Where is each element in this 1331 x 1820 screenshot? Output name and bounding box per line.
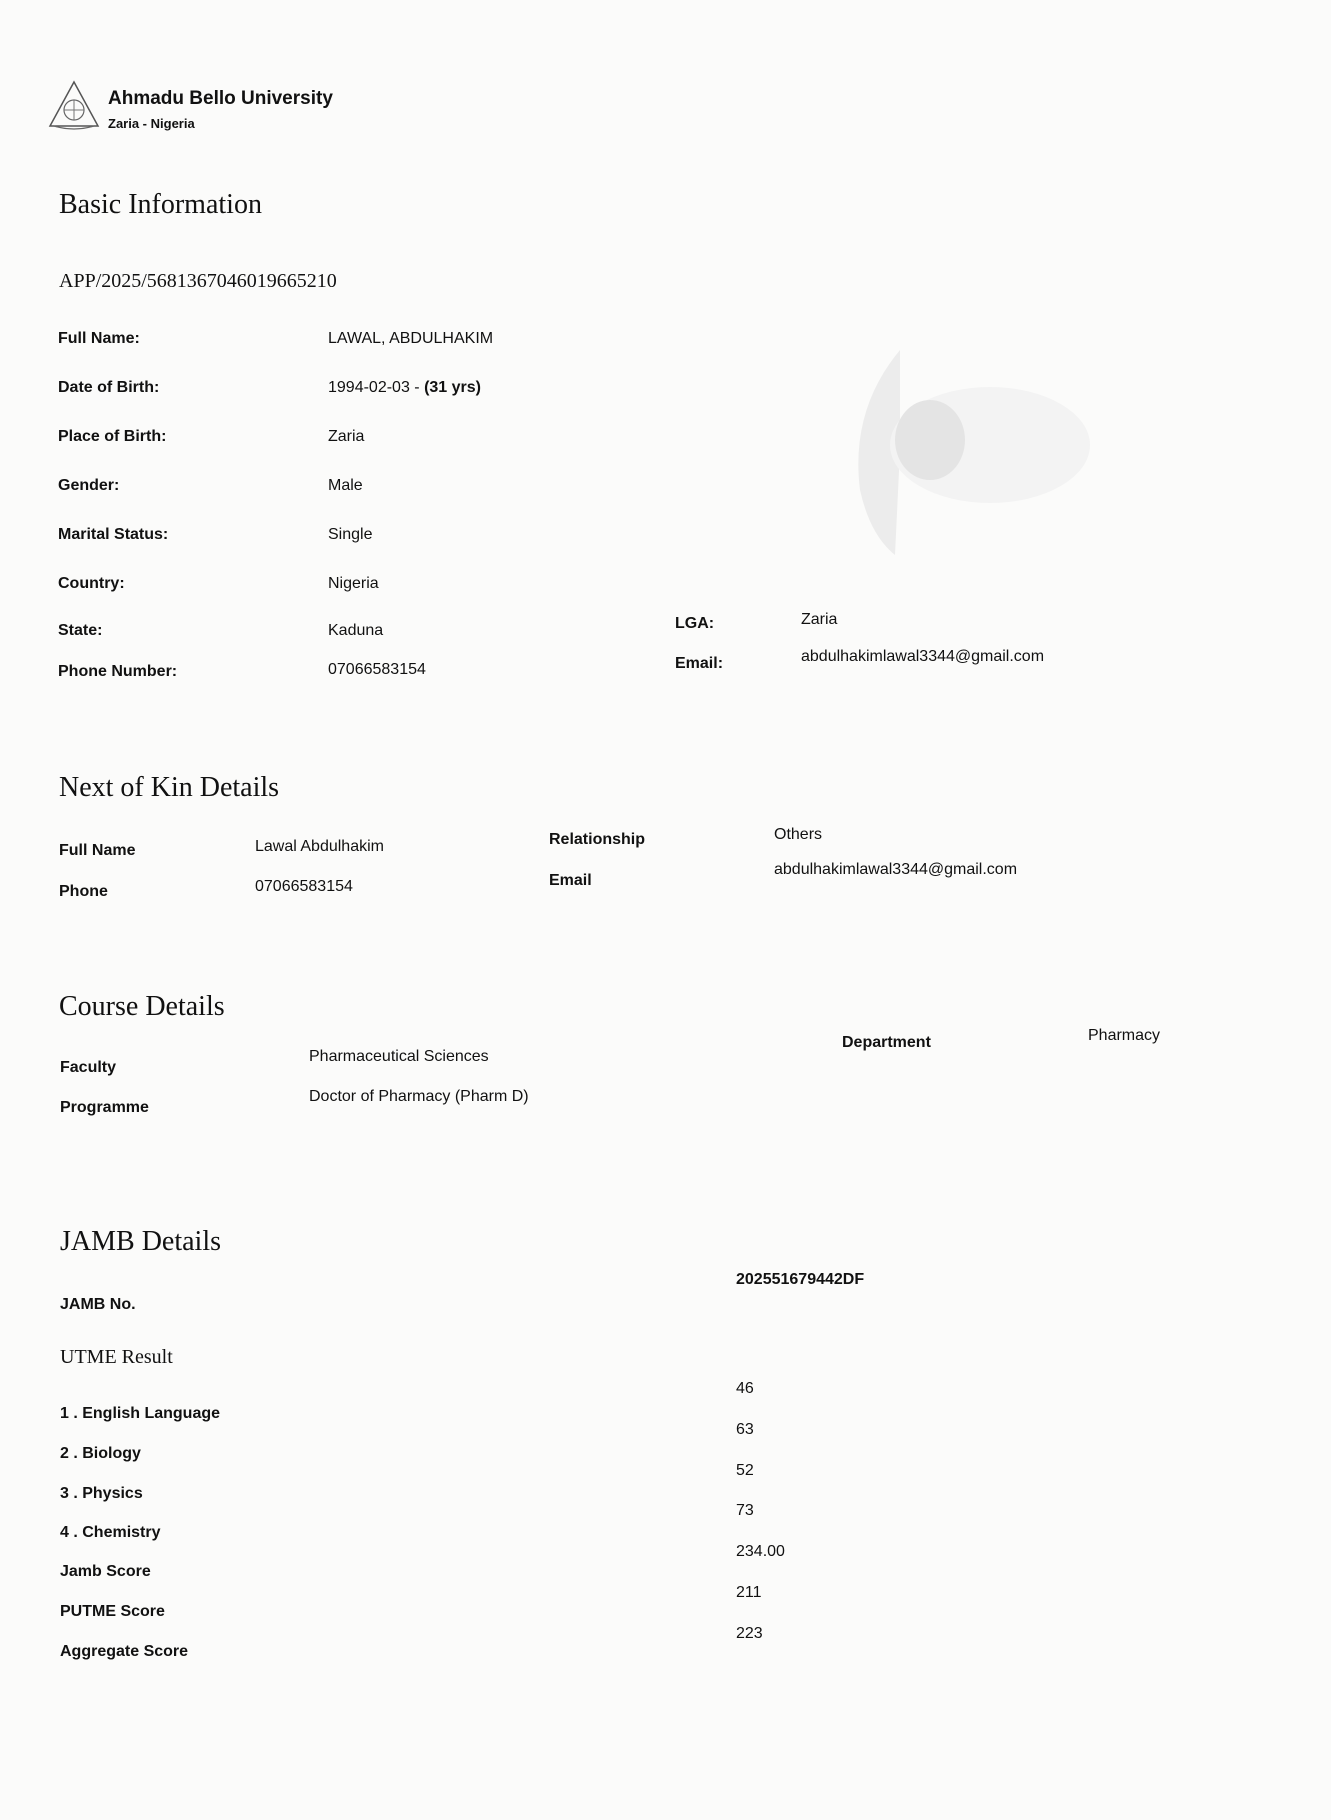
jamb-no-label: JAMB No. bbox=[60, 1296, 136, 1313]
country-label: Country: bbox=[58, 575, 125, 592]
phone-number-label: Phone Number: bbox=[58, 663, 178, 680]
subject-2-score: 63 bbox=[736, 1421, 754, 1438]
jamb-score-label: Jamb Score bbox=[60, 1563, 151, 1580]
university-crest-icon bbox=[48, 80, 100, 132]
programme-label: Programme bbox=[60, 1099, 149, 1116]
pob-label: Place of Birth: bbox=[58, 428, 167, 445]
faculty-label: Faculty bbox=[60, 1059, 117, 1076]
email-value: abdulhakimlawal3344@gmail.com bbox=[801, 648, 1045, 665]
age-value: (31 yrs) bbox=[424, 379, 481, 396]
phone-number-value: 07066583154 bbox=[328, 661, 426, 678]
marital-status-label: Marital Status: bbox=[58, 526, 169, 543]
subject-3-score: 52 bbox=[736, 1462, 754, 1479]
subject-1-label: 1 . English Language bbox=[60, 1405, 221, 1422]
passport-photo bbox=[840, 350, 1100, 560]
aggregate-score-value: 223 bbox=[736, 1625, 763, 1642]
course-details-heading: Course Details bbox=[59, 991, 225, 1022]
jamb-no-value: 202551679442DF bbox=[736, 1271, 865, 1288]
university-location: Zaria - Nigeria bbox=[108, 116, 195, 131]
application-number: APP/2025/568136704601966521​0 bbox=[59, 270, 337, 292]
kin-phone-label: Phone bbox=[59, 883, 108, 900]
subject-4-label: 4 . Chemistry bbox=[60, 1524, 161, 1541]
putme-score-value: 211 bbox=[736, 1584, 762, 1601]
kin-full-name-label: Full Name bbox=[59, 842, 136, 859]
email-label: Email: bbox=[675, 655, 724, 672]
state-value: Kaduna bbox=[328, 622, 384, 639]
lga-value: Zaria bbox=[801, 611, 838, 628]
kin-phone-value: 07066583154 bbox=[255, 878, 353, 895]
jamb-details-heading: JAMB Details bbox=[60, 1226, 221, 1257]
dob-date: 1994-02-03 - bbox=[328, 379, 425, 396]
full-name-value: LAWAL, ABDULHAKIM bbox=[328, 330, 494, 347]
kin-email-label: Email bbox=[549, 872, 592, 889]
department-value: Pharmacy bbox=[1088, 1027, 1161, 1044]
dob-label: Date of Birth: bbox=[58, 379, 160, 396]
kin-full-name-value: Lawal Abdulhakim bbox=[255, 838, 384, 855]
marital-status-value: Single bbox=[328, 526, 373, 543]
state-label: State: bbox=[58, 622, 103, 639]
utme-result-heading: UTME Result bbox=[60, 1346, 173, 1368]
next-of-kin-heading: Next of Kin Details bbox=[59, 772, 280, 803]
faculty-value: Pharmaceutical Sciences bbox=[309, 1048, 489, 1065]
aggregate-score-label: Aggregate Score bbox=[60, 1643, 189, 1660]
university-name: Ahmadu Bello University bbox=[108, 88, 333, 109]
gender-value: Male bbox=[328, 477, 363, 494]
subject-3-label: 3 . Physics bbox=[60, 1485, 143, 1502]
subject-1-score: 46 bbox=[736, 1380, 754, 1397]
full-name-label: Full Name: bbox=[58, 330, 140, 347]
jamb-score-value: 234.00 bbox=[736, 1543, 785, 1560]
subject-2-label: 2 . Biology bbox=[60, 1445, 141, 1462]
lga-label: LGA: bbox=[675, 615, 715, 632]
kin-email-value: abdulhakimlawal3344@gmail.com bbox=[774, 861, 1018, 878]
gender-label: Gender: bbox=[58, 477, 120, 494]
kin-relationship-value: Others bbox=[774, 826, 823, 843]
basic-info-heading: Basic Information bbox=[59, 189, 262, 220]
pob-value: Zaria bbox=[328, 428, 365, 445]
kin-relationship-label: Relationship bbox=[549, 831, 646, 848]
department-label: Department bbox=[842, 1034, 931, 1051]
putme-score-label: PUTME Score bbox=[60, 1603, 165, 1620]
country-value: Nigeria bbox=[328, 575, 379, 592]
programme-value: Doctor of Pharmacy (Pharm D) bbox=[309, 1088, 529, 1105]
subject-4-score: 73 bbox=[736, 1502, 754, 1519]
dob-value bbox=[328, 379, 481, 397]
